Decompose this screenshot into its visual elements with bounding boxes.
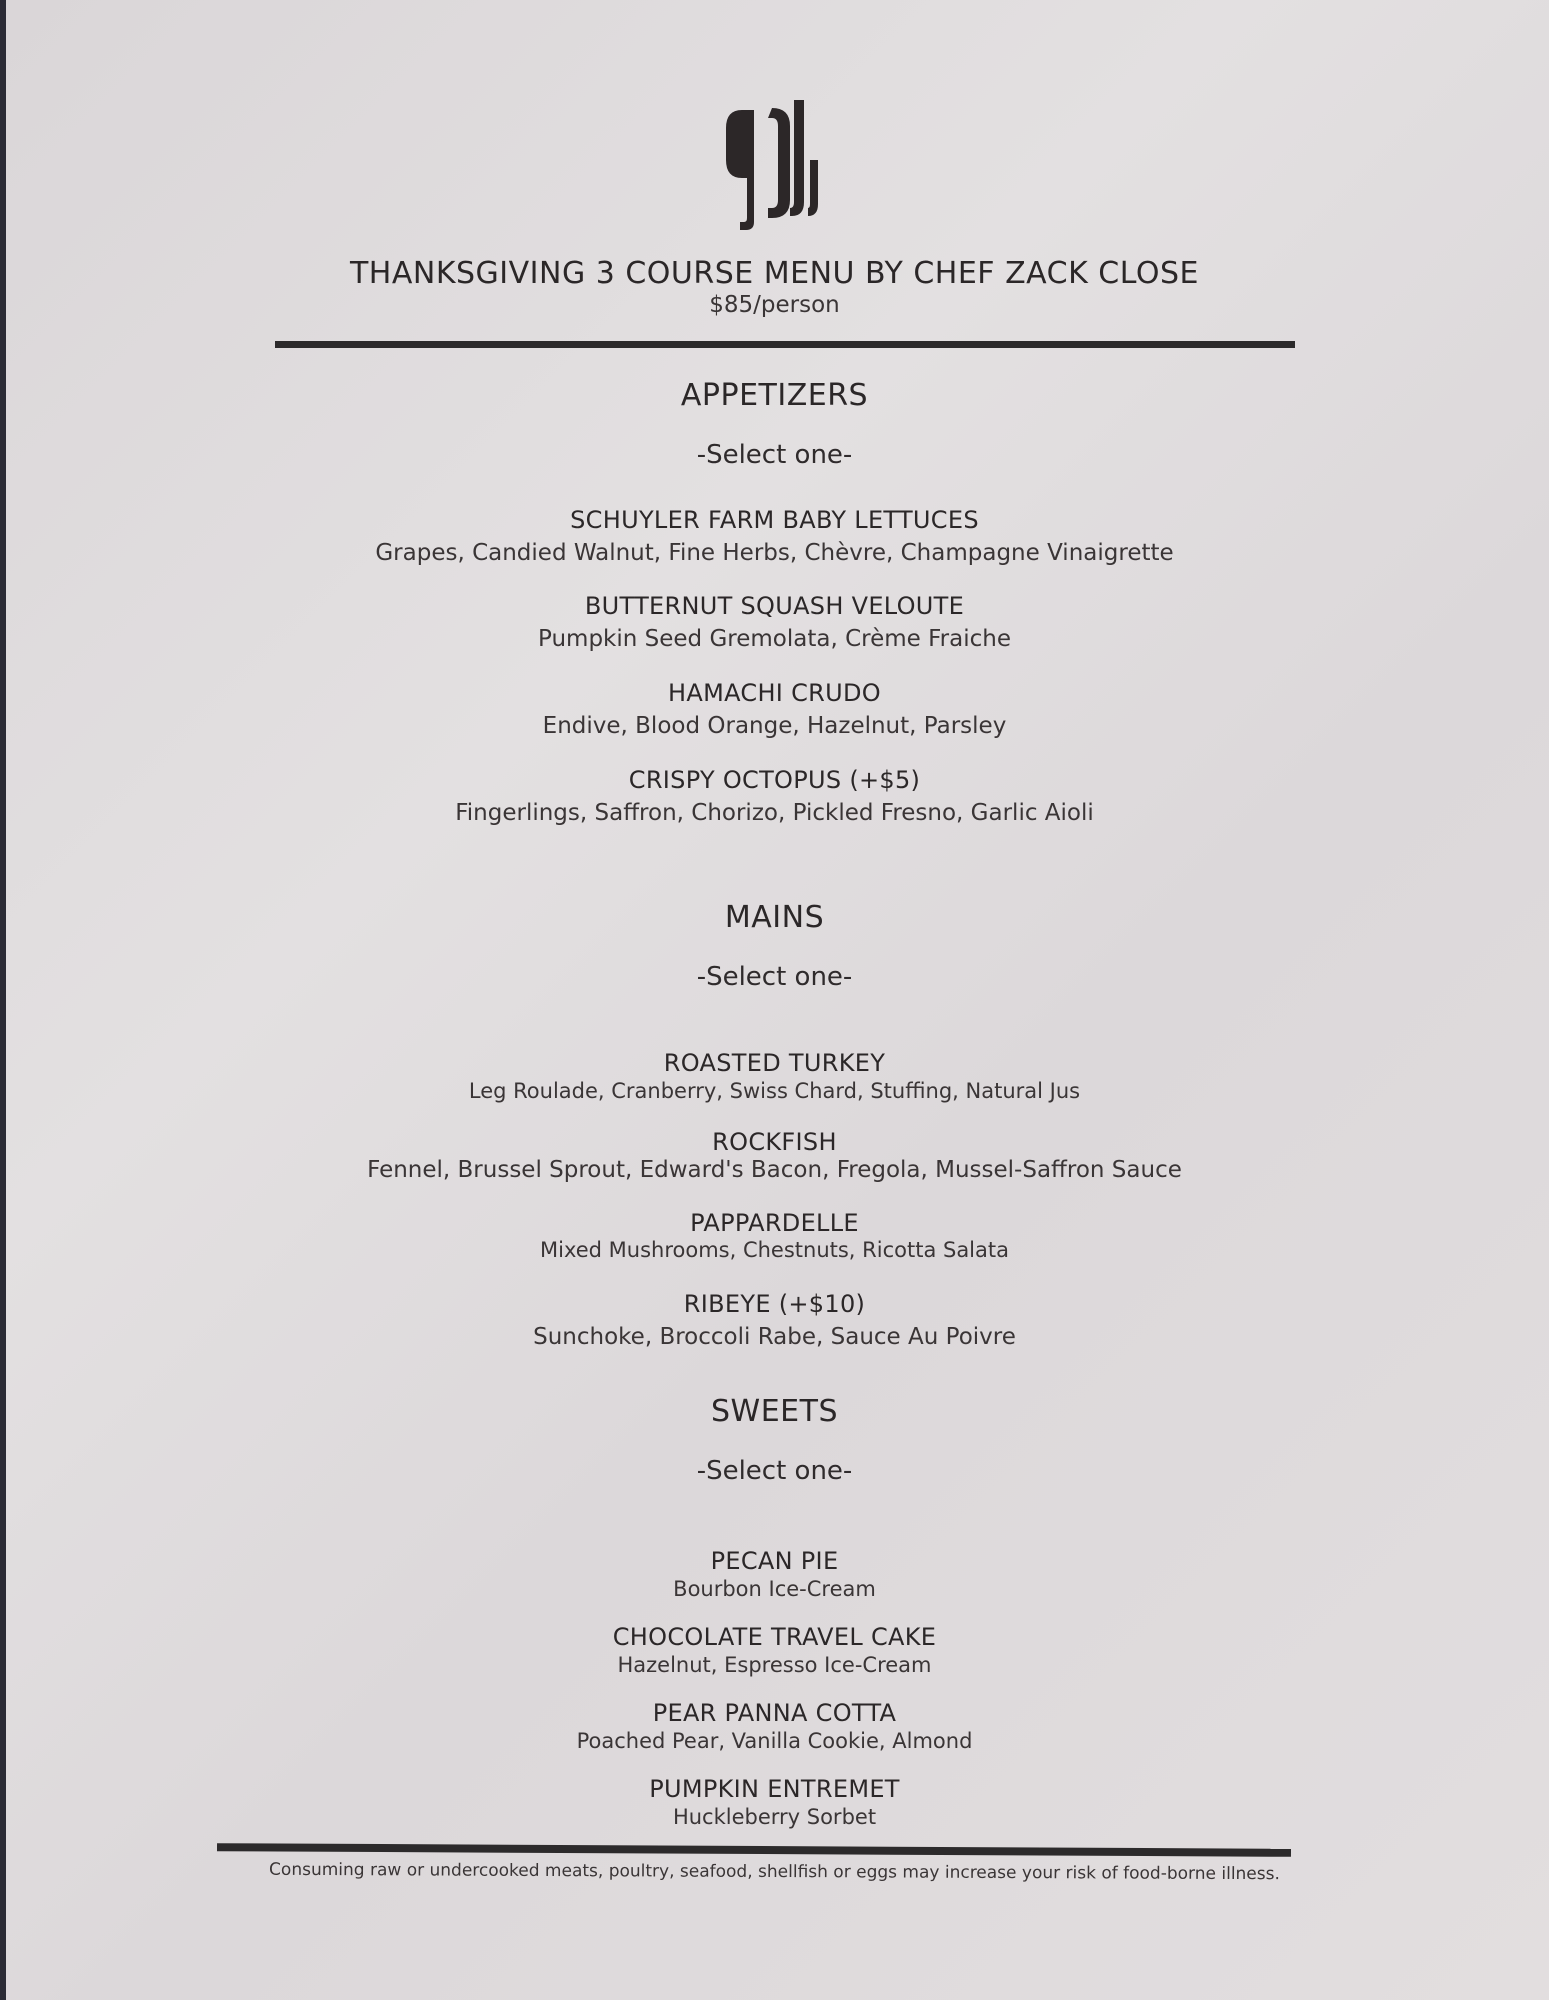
sweet-item-desc: Bourbon Ice-Cream: [673, 1577, 876, 1601]
sweet-item-name: CHOCOLATE TRAVEL CAKE: [612, 1623, 937, 1651]
menu-price: $85/person: [709, 292, 840, 318]
main-item-desc: Sunchoke, Broccoli Rabe, Sauce Au Poivre: [533, 1324, 1016, 1350]
sweet-item-name: PUMPKIN ENTREMET: [649, 1775, 900, 1803]
main-item-desc: Leg Roulade, Cranberry, Swiss Chard, Stuffing, Natural Jus: [468, 1079, 1081, 1103]
sweet-item-name: PECAN PIE: [710, 1547, 839, 1575]
section-title-appetizers: APPETIZERS: [680, 378, 869, 413]
restaurant-logo: [722, 100, 826, 232]
menu-title: THANKSGIVING 3 COURSE MENU BY CHEF ZACK CLOSE: [349, 256, 1199, 291]
sweet-item-name: PEAR PANNA COTTA: [652, 1699, 897, 1727]
appetizer-item-name: SCHUYLER FARM BABY LETTUCES: [570, 506, 979, 534]
mains-select-note: -Select one-: [696, 962, 853, 992]
appetizer-item-name: CRISPY OCTOPUS (+$5): [628, 766, 921, 794]
bottom-divider: [217, 1843, 1291, 1857]
top-divider: [275, 341, 1295, 348]
appetizer-item-name: HAMACHI CRUDO: [668, 679, 881, 707]
section-title-mains: MAINS: [724, 900, 825, 935]
main-item-desc: Fennel, Brussel Sprout, Edward's Bacon, Fregola, Mussel-Saffron Sauce: [367, 1157, 1182, 1183]
section-title-sweets: SWEETS: [711, 1394, 838, 1429]
appetizer-item-name: BUTTERNUT SQUASH VELOUTE: [584, 592, 965, 620]
sweets-select-note: -Select one-: [696, 1456, 853, 1486]
appetizer-item-desc: Fingerlings, Saffron, Chorizo, Pickled Fresno, Garlic Aioli: [455, 800, 1094, 826]
main-item-desc: Mixed Mushrooms, Chestnuts, Ricotta Salata: [539, 1238, 1009, 1262]
appetizers-select-note: -Select one-: [696, 440, 853, 470]
appetizer-item-desc: Endive, Blood Orange, Hazelnut, Parsley: [542, 713, 1007, 739]
main-item-name: ROASTED TURKEY: [663, 1049, 886, 1077]
sweet-item-desc: Huckleberry Sorbet: [672, 1805, 877, 1829]
main-item-name: PAPPARDELLE: [690, 1209, 859, 1237]
sweet-item-desc: Hazelnut, Espresso Ice-Cream: [617, 1653, 932, 1677]
main-item-name: ROCKFISH: [712, 1128, 837, 1156]
food-safety-disclaimer: Consuming raw or undercooked meats, poultry, seafood, shellfish or eggs may increase your risk of food-borne illness.: [269, 1859, 1280, 1885]
appetizer-item-desc: Pumpkin Seed Gremolata, Crème Fraiche: [538, 626, 1011, 652]
main-item-name: RIBEYE (+$10): [683, 1290, 866, 1318]
sweet-item-desc: Poached Pear, Vanilla Cookie, Almond: [576, 1729, 973, 1753]
appetizer-item-desc: Grapes, Candied Walnut, Fine Herbs, Chèvre, Champagne Vinaigrette: [375, 540, 1174, 566]
